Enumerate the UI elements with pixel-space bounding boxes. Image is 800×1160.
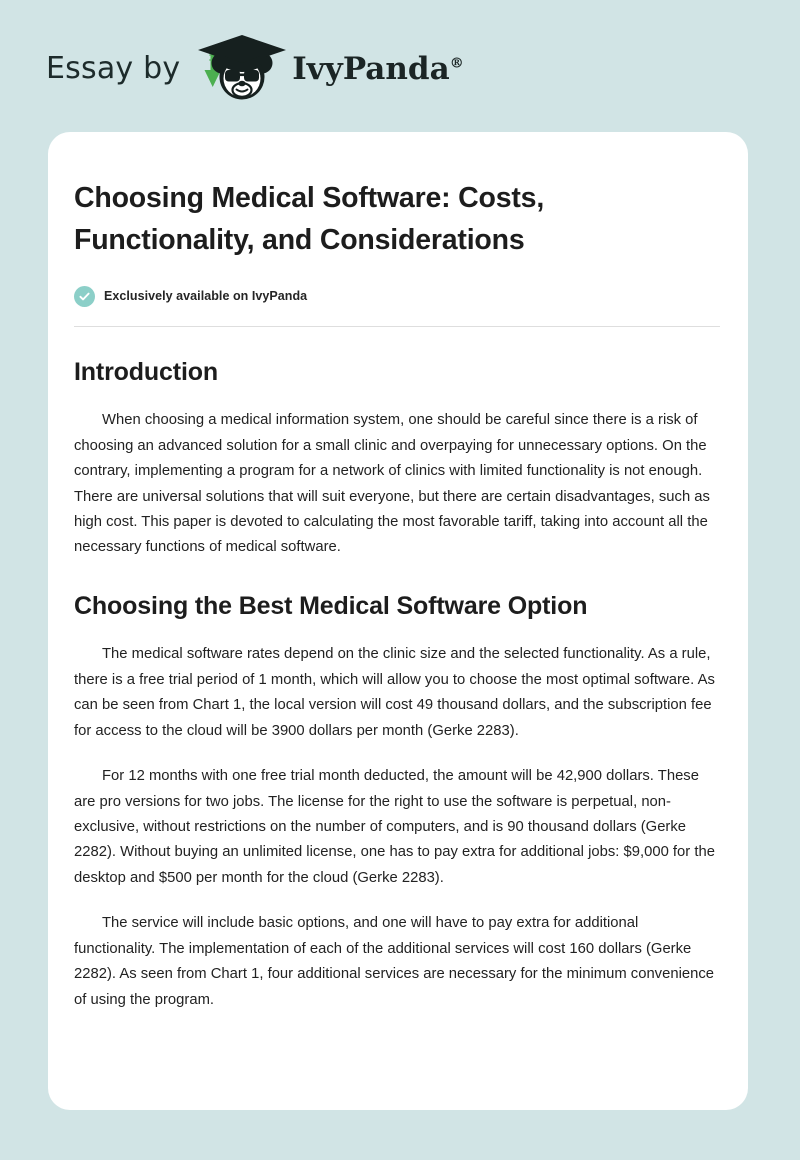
section-heading-choosing-best-option: Choosing the Best Medical Software Option [74, 591, 588, 620]
paragraph: The service will include basic options, and one will have to pay extra for additional functionality. The implementation of each of the additional services will cost 160 dollars (Gerke 2282). As seen from Chart 1, four additional services are necessary for the minimum convenience of using the program. [74, 915, 714, 1008]
paragraph: The medical software rates depend on the clinic size and the selected functionality. As a rule, there is a free trial period of 1 month, which will allow you to choose the most optimal software. As can be seen from Chart 1, the local version will cost 49 thousand dollars, and the subscription fee for access to the cloud will be 3900 dollars per month (Gerke 2283). [74, 646, 715, 739]
exclusivity-badge-label: Exclusively available on IvyPanda [104, 289, 308, 304]
section-heading-introduction: Introduction [74, 357, 219, 386]
document-card [48, 132, 748, 1110]
paragraph: When choosing a medical information system, one should be careful since there is a risk of choosing an advanced solution for a small clinic and overpaying for unnecessary options. On the contrary, implementing a program for a network of clinics with limited functionality is not enough. There are universal solutions that will suit everyone, but there are certain disadvantages, such as high cost. This paper is devoted to calculating the most favorable tariff, taking into account all the necessary functions of medical software. [74, 412, 710, 556]
ivypanda-panda-logo-icon [194, 33, 290, 105]
title-divider [74, 326, 720, 327]
brand-header [46, 34, 464, 104]
registered-trademark-symbol: ® [449, 55, 464, 72]
ivypanda-logo[interactable] [194, 33, 463, 105]
wordmark-text: IvyPanda [292, 50, 450, 87]
document-body [74, 178, 722, 1013]
paragraph: For 12 months with one free trial month deducted, the amount will be 42,900 dollars. These are pro versions for two jobs. The license for the right to use the software is perpetual, non-exclusive, without restrictions on the number of computers, and is 90 thousand dollars (Gerke 2282). Without buying an unlimited license, one has to pay extra for additional jobs: $9,000 for the desktop and $500 per month for the cloud (Gerke 2283). [74, 768, 715, 886]
essay-by-label: Essay by [46, 51, 181, 86]
ivypanda-wordmark [292, 50, 464, 87]
page-title: Choosing Medical Software: Costs, Functionality, and Considerations [74, 182, 545, 256]
check-circle-icon [74, 286, 95, 307]
exclusivity-badge [74, 286, 722, 307]
